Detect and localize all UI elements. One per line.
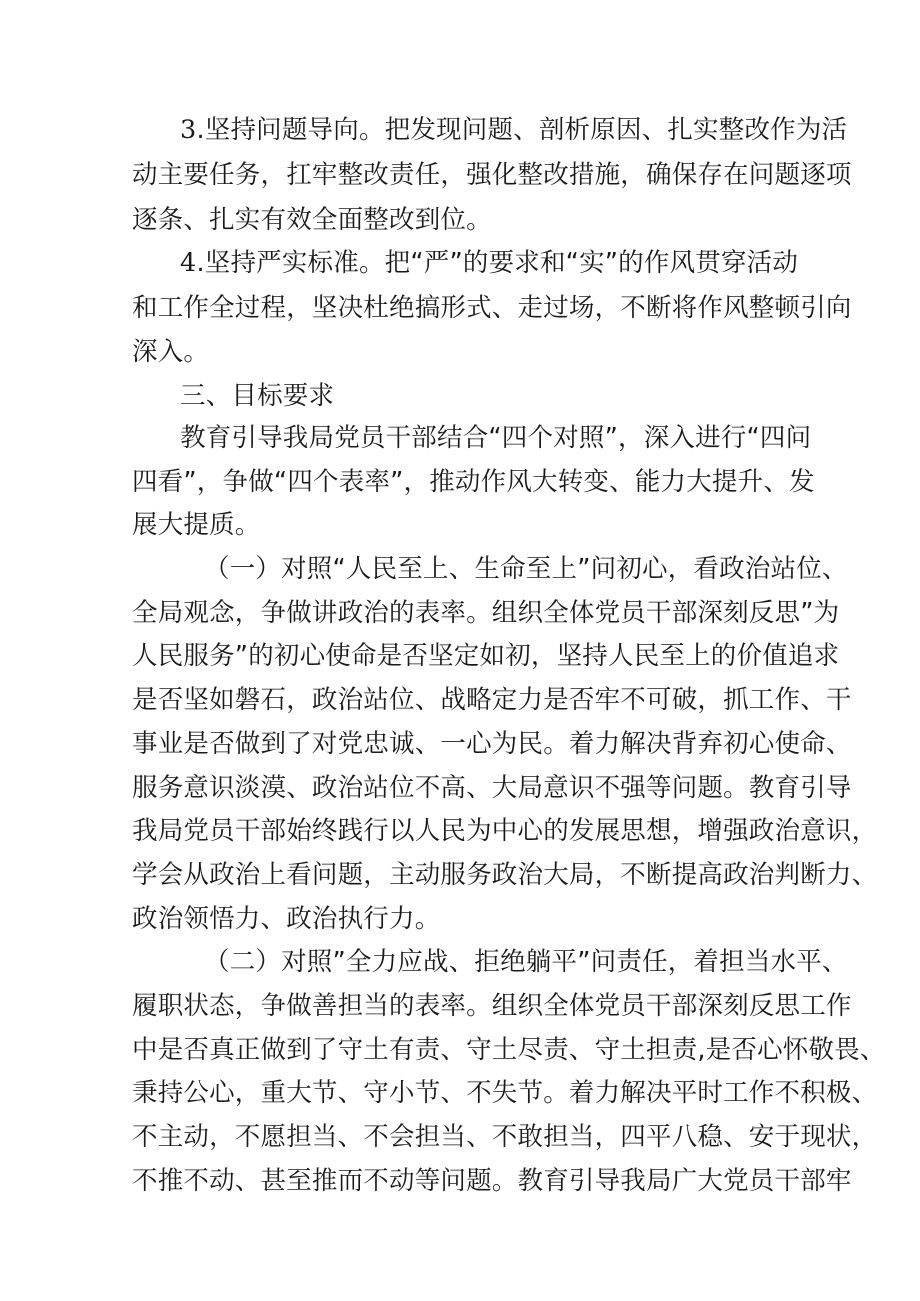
- sub1-line-4: 是否坚如磐石，政治站位、战略定力是否牢不可破，抓工作、干: [132, 685, 852, 715]
- sub2-line-1: （二）对照”全力应战、拒绝躺平”问责任，着担当水平、: [204, 947, 848, 977]
- item3-line-2: 动主要任务，扛牢整改责任，强化整改措施，确保存在问题逐项: [132, 160, 852, 190]
- sub1-line-9: 政治领悟力、政治执行力。: [132, 904, 441, 934]
- sub1-line-2: 全局观念，争做讲政治的表率。组织全体党员干部深刻反思”为: [132, 598, 840, 628]
- item3-text-1: .坚持问题导向。把发现问题、剖析原因、扎实整改作为活: [196, 115, 848, 145]
- sub1-line-7: 我局党员干部始终践行以人民为中心的发展思想，增强政治意识，: [132, 816, 878, 846]
- item4-line-1: [180, 243, 798, 283]
- item3-number: 3: [180, 115, 197, 145]
- sub2-line-4: 秉持公心，重大节、守小节、不失节。着力解决平时工作不积极、: [132, 1078, 878, 1108]
- sub2-line-6: 不推不动、甚至推而不动等问题。教育引导我局广大党员干部牢: [132, 1166, 852, 1196]
- intro-line-3: 展大提质。: [132, 510, 261, 540]
- sub2-line-2: 履职状态，争做善担当的表率。组织全体党员干部深刻反思工作: [132, 991, 852, 1021]
- item3-line-1: [180, 110, 847, 150]
- intro-line-1: 教育引导我局党员干部结合“四个对照”，深入进行“四问: [180, 423, 812, 453]
- sub2-line-5: 不主动，不愿担当、不会担当、不敢担当，四平八稳、安于现状，: [132, 1122, 878, 1152]
- intro-line-2: 四看”，争做“四个表率”，推动作风大转变、能力大提升、发: [132, 467, 815, 497]
- item4-line-3: 深入。: [132, 337, 210, 367]
- section-heading: 三、目标要求: [180, 381, 335, 411]
- item3-line-3: 逐条、扎实有效全面整改到位。: [132, 205, 492, 235]
- sub1-line-5: 事业是否做到了对党忠诚、一心为民。着力解决背弃初心使命、: [132, 729, 852, 759]
- sub1-line-8: 学会从政治上看问题，主动服务政治大局，不断提高政治判断力、: [132, 860, 878, 890]
- sub2-line-3: 中是否真正做到了守土有责、守土尽责、守土担责,是否心怀敬畏、: [132, 1035, 886, 1065]
- sub1-line-1: （一）对照“人民至上、生命至上”问初心，看政治站位、: [204, 554, 848, 584]
- sub1-line-6: 服务意识淡漠、政治站位不高、大局意识不强等问题。教育引导: [132, 773, 852, 803]
- item4-line-2: 和工作全过程，坚决杜绝搞形式、走过场，不断将作风整顿引向: [132, 293, 852, 323]
- item4-text-1: .坚持严实标准。把“严”的要求和“实”的作风贯穿活动: [196, 248, 799, 278]
- item4-number: 4: [180, 248, 197, 278]
- sub1-line-3: 人民服务”的初心使命是否坚定如初，坚持人民至上的价值追求: [132, 641, 840, 671]
